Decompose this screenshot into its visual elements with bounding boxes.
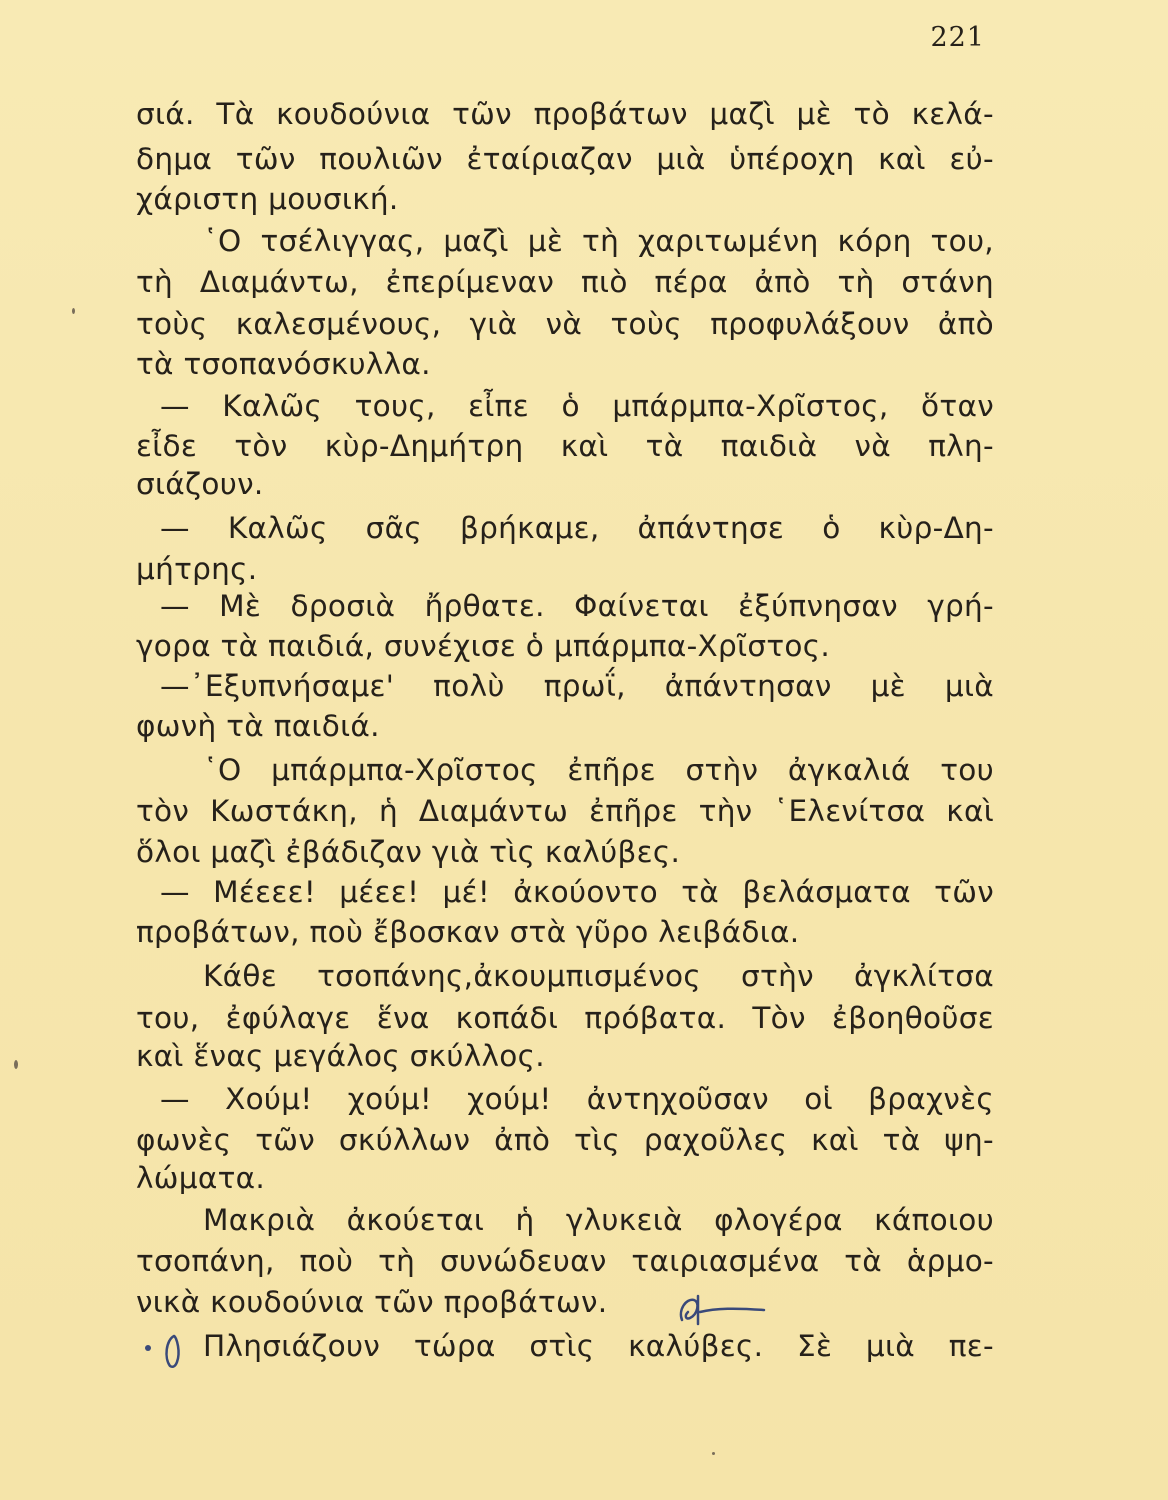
text-line: — Μέεεε! μέεε! μέ! ἀκούοντο τὰ βελάσματα τῶν (160, 875, 994, 909)
text-line: μήτρης. (136, 552, 258, 586)
paper-speck (14, 1060, 18, 1069)
text-line: σιάζουν. (136, 467, 264, 501)
text-line: σιά. Τὰ κουδούνια τῶν προβάτων μαζὶ μὲ τὸ κελά- (136, 97, 994, 131)
text-line: τὰ τσοπανόσκυλλα. (136, 347, 431, 381)
text-line: —᾿Εξυπνήσαμε' πολὺ πρωΐ, ἀπάντησαν μὲ μιὰ (160, 669, 994, 703)
text-line: — Καλῶς τους, εἶπε ὁ μπάρμπα-Χρῖστος, ὅταν (160, 389, 994, 423)
text-line: φωνὲς τῶν σκύλλων ἀπὸ τὶς ραχοῦλες καὶ τὰ ψη- (136, 1123, 994, 1157)
text-line: Μακριὰ ἀκούεται ἡ γλυκειὰ φλογέρα κάποιου (203, 1203, 994, 1237)
text-line: του, ἐφύλαγε ἕνα κοπάδι πρόβατα. Τὸν ἐβοηθοῦσε (136, 1001, 994, 1035)
paper-speck (712, 1452, 715, 1455)
text-line: Κάθε τσοπάνης,ἀκουμπισμένος στὴν ἀγκλίτσα (203, 959, 994, 993)
text-line: νικὰ κουδούνια τῶν προβάτων. (136, 1285, 608, 1319)
text-line: τοὺς καλεσμένους, γιὰ νὰ τοὺς προφυλάξουν ἀπὸ (136, 307, 994, 341)
text-line: καὶ ἕνας μεγάλος σκύλλος. (136, 1039, 545, 1073)
text-line: εἶδε τὸν κὺρ-Δημήτρη καὶ τὰ παιδιὰ νὰ πλη- (136, 429, 994, 463)
text-line: δημα τῶν πουλιῶν ἐταίριαζαν μιὰ ὑπέροχη καὶ εὐ- (136, 142, 994, 176)
text-line: ῾Ο τσέλιγγας, μαζὶ μὲ τὴ χαριτωμένη κόρη του, (203, 224, 994, 258)
text-line: τὸν Κωστάκη, ἡ Διαμάντω ἐπῆρε τὴν ῾Ελενίτσα καὶ (136, 794, 994, 828)
text-line: ῾Ο μπάρμπα-Χρῖστος ἐπῆρε στὴν ἀγκαλιά του (203, 753, 994, 787)
text-line: — Χούμ! χούμ! χούμ! ἀντηχοῦσαν οἱ βραχνὲς (160, 1082, 994, 1116)
text-line: χάριστη μουσική. (136, 182, 399, 216)
text-line: — Μὲ δροσιὰ ἤρθατε. Φαίνεται ἐξύπνησαν γρή- (160, 589, 994, 623)
text-line: τσοπάνη, ποὺ τὴ συνώδευαν ταιριασμένα τὰ ἁρμο- (136, 1244, 994, 1278)
text-line: τὴ Διαμάντω, ἐπερίμεναν πιὸ πέρα ἀπὸ τὴ στάνη (136, 265, 994, 299)
text-line: — Καλῶς σᾶς βρήκαμε, ἀπάντησε ὁ κὺρ-Δη- (160, 511, 994, 545)
text-line: Πλησιάζουν τώρα στὶς καλύβες. Σὲ μιὰ πε- (203, 1329, 994, 1363)
text-line: ὅλοι μαζὶ ἐβάδιζαν γιὰ τὶς καλύβες. (136, 835, 681, 869)
handwritten-mark (676, 1290, 766, 1330)
text-line: προβάτων, ποὺ ἔβοσκαν στὰ γῦρο λειβάδια. (136, 915, 800, 949)
margin-mark (140, 1330, 190, 1370)
text-line: γορα τὰ παιδιά, συνέχισε ὁ μπάρμπα-Χρῖστος. (136, 629, 831, 663)
text-line: φωνὴ τὰ παιδιά. (136, 709, 380, 743)
text-line: λώματα. (136, 1161, 266, 1195)
paper-speck (72, 308, 75, 314)
page-number: 221 (930, 22, 985, 53)
